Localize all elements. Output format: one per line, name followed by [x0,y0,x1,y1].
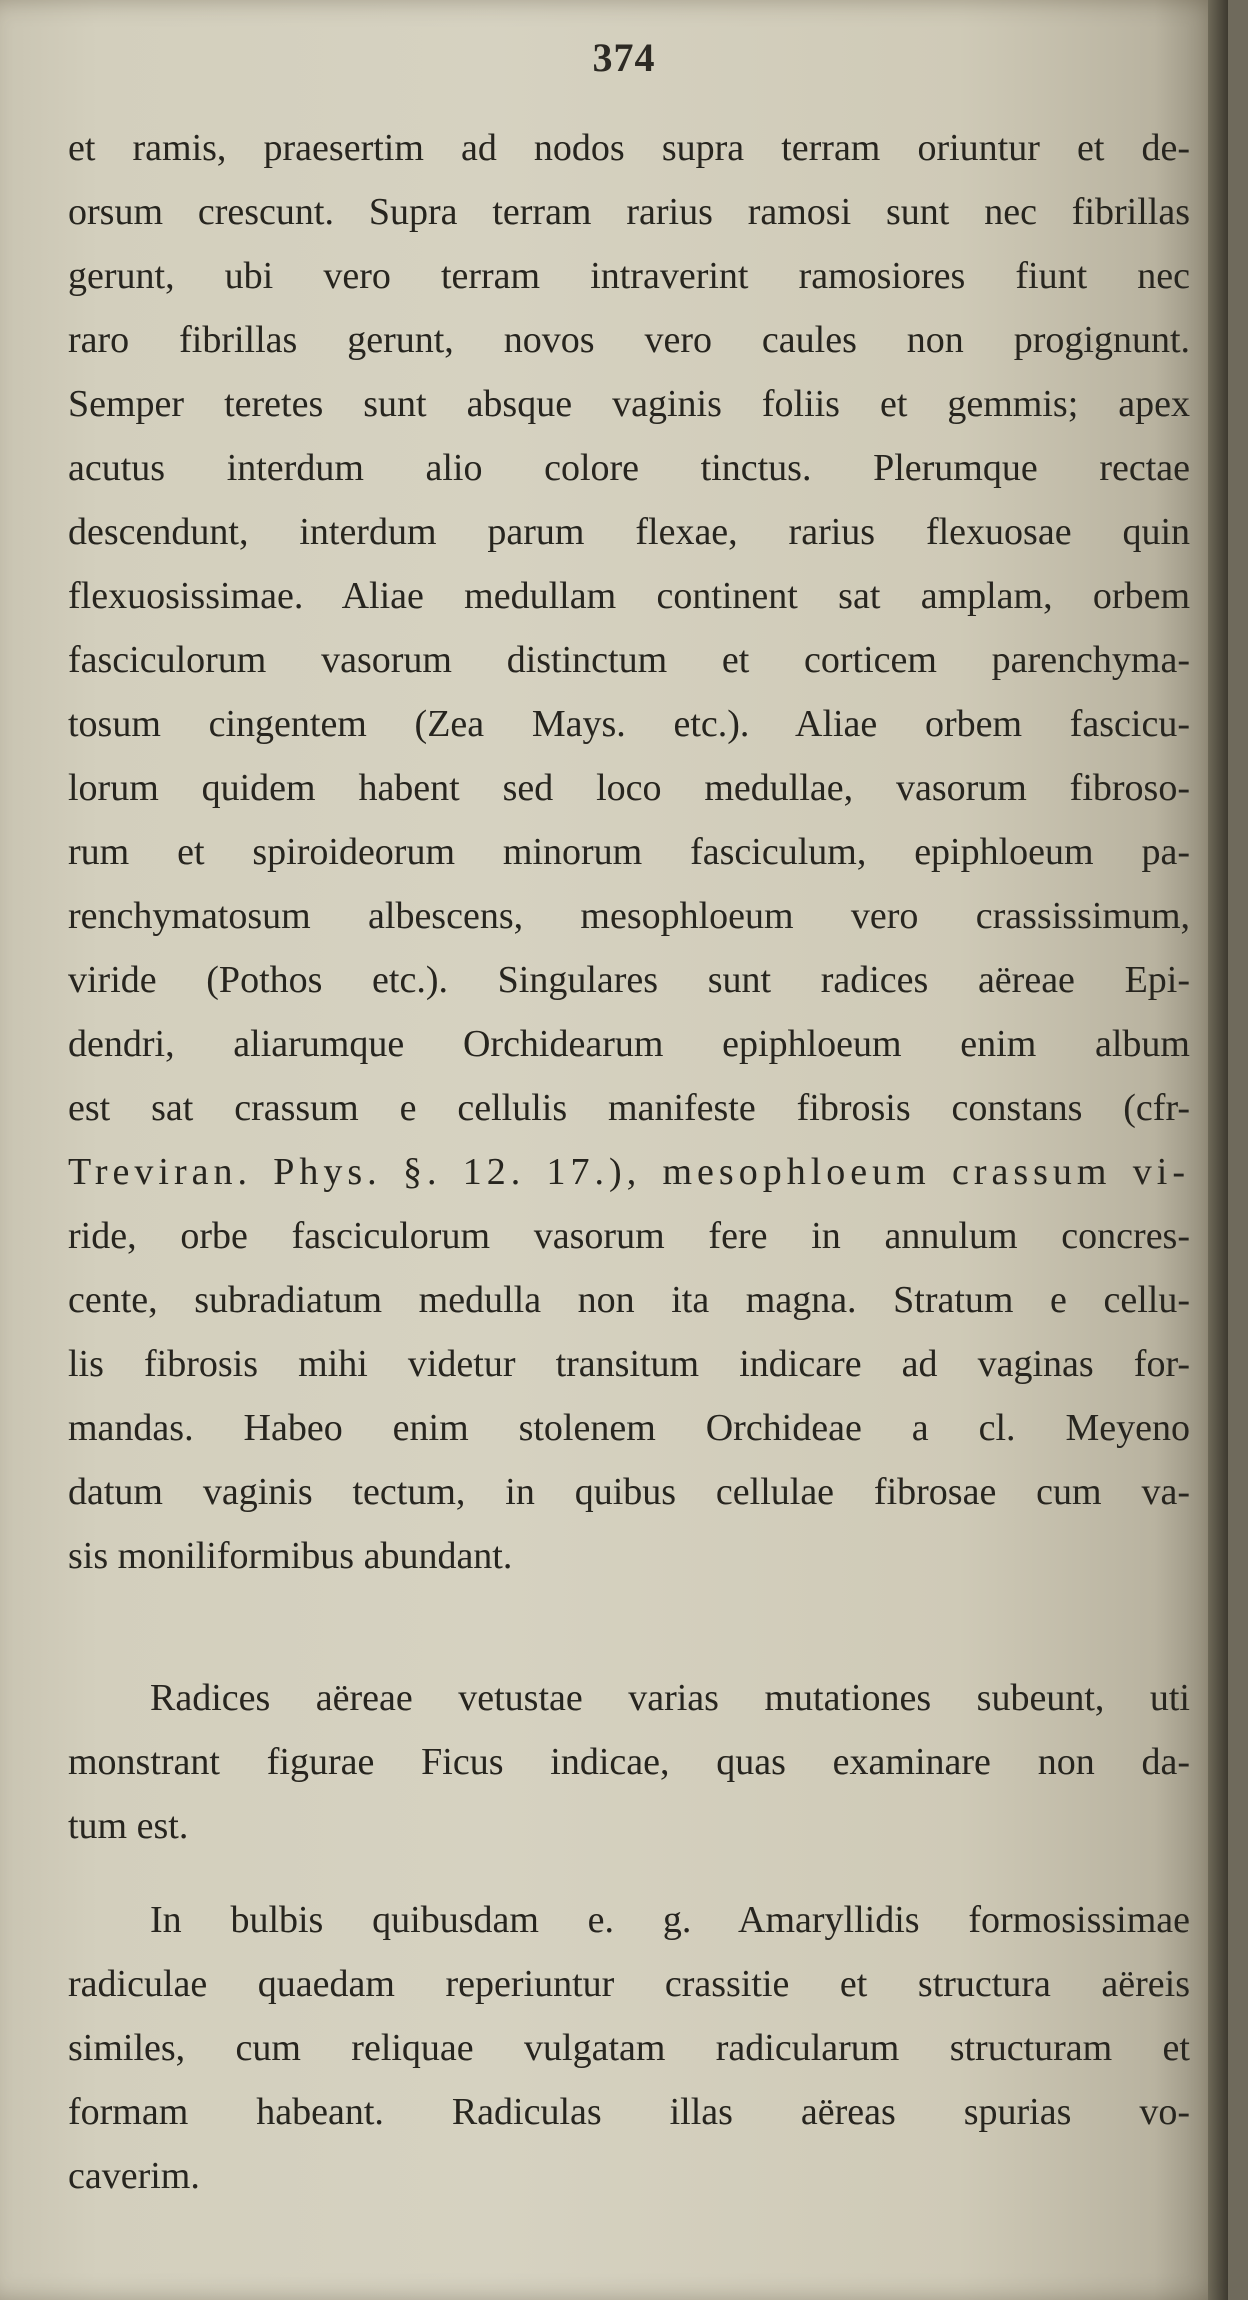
text-line: orsum crescunt. Supra terram rarius ramosi sunt nec fibrillas [68,191,1190,233]
text-line: similes, cum reliquae vulgatam radicularum structuram et [68,2027,1190,2069]
text-line: lis fibrosis mihi videtur transitum indicare ad vaginas for- [68,1343,1190,1385]
text-line: Treviran. Phys. §. 12. 17.), mesophloeum crassum vi- [68,1151,1190,1193]
page-number: 374 [592,35,656,80]
text-line: monstrant figurae Ficus indicae, quas examinare non da- [68,1741,1190,1783]
text-line: rum et spiroideorum minorum fasciculum, epiphloeum pa- [68,831,1190,873]
text-line: gerunt, ubi vero terram intraverint ramosiores fiunt nec [68,255,1190,297]
paragraph-1 [68,116,1190,1588]
text-line: caverim. [68,2155,200,2197]
text-line: formam habeant. Radiculas illas aëreas spurias vo- [68,2091,1190,2133]
text-line: et ramis, praesertim ad nodos supra terram oriuntur et de- [68,127,1190,169]
text-line: sis moniliformibus abundant. [68,1535,513,1577]
paragraph-2 [68,1666,1190,1858]
text-line: dendri, aliarumque Orchidearum epiphloeum enim album [68,1023,1190,1065]
text-line: lorum quidem habent sed loco medullae, vasorum fibroso- [68,767,1190,809]
text-line: fasciculorum vasorum distinctum et corticem parenchyma- [68,639,1190,681]
text-line: renchymatosum albescens, mesophloeum vero crassissimum, [68,895,1190,937]
text-line: flexuosissimae. Aliae medullam continent sat amplam, orbem [68,575,1190,617]
text-line: tum est. [68,1805,189,1847]
text-line: cente, subradiatum medulla non ita magna. Stratum e cellu- [68,1279,1190,1321]
text-line: Semper teretes sunt absque vaginis foliis et gemmis; apex [68,383,1190,425]
text-line: descendunt, interdum parum flexae, rarius flexuosae quin [68,511,1190,553]
text-line: tosum cingentem (Zea Mays. etc.). Aliae orbem fascicu- [68,703,1190,745]
text-line: In bulbis quibusdam e. g. Amaryllidis formosissimae [150,1899,1190,1941]
text-line: Radices aëreae vetustae varias mutationes subeunt, uti [150,1677,1190,1719]
text-line: acutus interdum alio colore tinctus. Plerumque rectae [68,447,1190,489]
text-line: raro fibrillas gerunt, novos vero caules non progignunt. [68,319,1190,361]
paragraph-3 [68,1888,1190,2208]
text-line: datum vaginis tectum, in quibus cellulae fibrosae cum va- [68,1471,1190,1513]
text-line: radiculae quaedam reperiuntur crassitie et structura aëreis [68,1963,1190,2005]
text-line: viride (Pothos etc.). Singulares sunt radices aëreae Epi- [68,959,1190,1001]
text-line: est sat crassum e cellulis manifeste fibrosis constans (cfr- [68,1087,1190,1129]
text-line: mandas. Habeo enim stolenem Orchideae a cl. Meyeno [68,1407,1190,1449]
page-edge-shadow [1208,0,1228,2300]
text-line: ride, orbe fasciculorum vasorum fere in annulum concres- [68,1215,1190,1257]
